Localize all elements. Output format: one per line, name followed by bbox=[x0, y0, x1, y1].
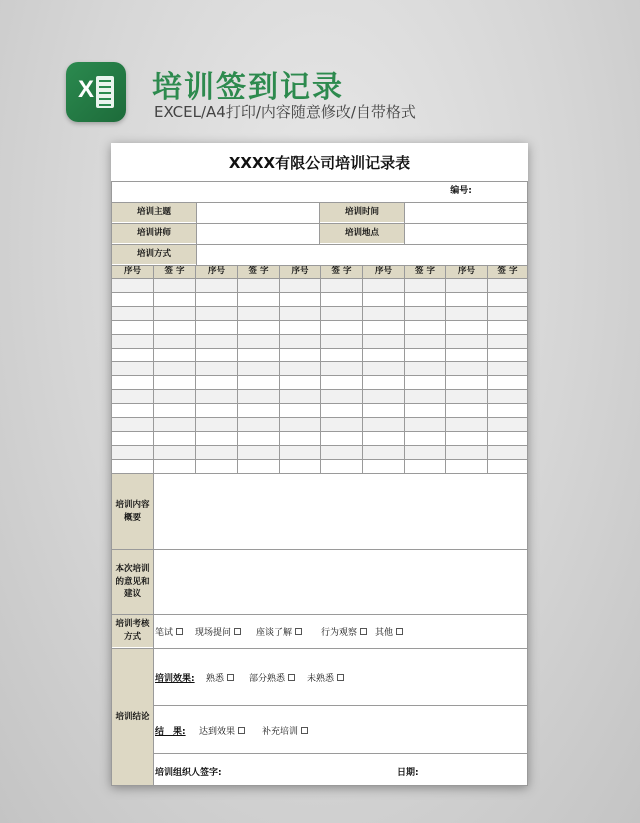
rule-line bbox=[279, 265, 280, 473]
rule-line bbox=[487, 265, 488, 473]
rule-line bbox=[195, 265, 196, 473]
page-subtitle: EXCEL/A4打印/内容随意修改/自带格式 bbox=[154, 103, 416, 121]
page-title: 培训签到记录 bbox=[152, 70, 344, 105]
rule-line bbox=[153, 473, 154, 785]
rule-line bbox=[111, 431, 528, 432]
result-option[interactable]: 补充培训 bbox=[262, 724, 308, 737]
checkbox-icon bbox=[238, 727, 245, 734]
rule-line bbox=[111, 785, 528, 786]
date-label: 日期: bbox=[397, 768, 419, 778]
seq-header: 序号 bbox=[446, 265, 487, 278]
result-label: 结 果: bbox=[155, 727, 186, 737]
method-label: 培训方式 bbox=[112, 244, 196, 264]
rule-line bbox=[111, 292, 528, 293]
excel-logo-icon bbox=[66, 62, 126, 122]
rule-line bbox=[111, 417, 528, 418]
rule-line bbox=[320, 265, 321, 473]
effect-option[interactable]: 未熟悉 bbox=[307, 671, 344, 684]
logo-letter: X bbox=[78, 76, 95, 103]
rule-line bbox=[111, 361, 528, 362]
rule-line bbox=[111, 614, 528, 615]
result-option[interactable]: 达到效果 bbox=[199, 724, 245, 737]
content-field[interactable] bbox=[154, 474, 527, 548]
opinion-field[interactable] bbox=[154, 550, 527, 613]
seq-header: 序号 bbox=[196, 265, 237, 278]
place-field[interactable] bbox=[405, 224, 527, 243]
time-label: 培训时间 bbox=[320, 202, 404, 222]
rule-line bbox=[196, 202, 197, 244]
sign-header: 签 字 bbox=[488, 265, 527, 278]
rule-line bbox=[111, 320, 528, 321]
checkbox-icon bbox=[396, 628, 403, 635]
lecturer-field[interactable] bbox=[197, 224, 319, 243]
checkbox-icon bbox=[295, 628, 302, 635]
lecturer-label: 培训讲师 bbox=[112, 223, 196, 243]
effect-option[interactable]: 熟悉 bbox=[206, 671, 234, 684]
rule-line bbox=[153, 753, 528, 754]
rule-line bbox=[237, 265, 238, 473]
assessment-option[interactable]: 座谈了解 bbox=[256, 625, 302, 638]
rule-line bbox=[196, 244, 197, 265]
conclusion-label: 培训结论 bbox=[112, 649, 153, 785]
form-sheet bbox=[111, 143, 528, 786]
checkbox-icon bbox=[288, 674, 295, 681]
rule-line bbox=[111, 648, 528, 649]
checkbox-icon bbox=[301, 727, 308, 734]
seq-header: 序号 bbox=[112, 265, 153, 278]
checkbox-icon bbox=[227, 674, 234, 681]
sign-header: 签 字 bbox=[238, 265, 279, 278]
topic-label: 培训主题 bbox=[112, 202, 196, 222]
sign-header: 签 字 bbox=[405, 265, 445, 278]
checkbox-icon bbox=[176, 628, 183, 635]
rule-line bbox=[153, 265, 154, 473]
checkbox-icon bbox=[360, 628, 367, 635]
rule-line bbox=[111, 389, 528, 390]
assessment-label: 培训考核方式 bbox=[112, 615, 153, 647]
rule-line bbox=[404, 202, 405, 244]
seq-header: 序号 bbox=[363, 265, 404, 278]
number-label: 编号: bbox=[450, 186, 472, 196]
rule-line bbox=[362, 265, 363, 473]
rule-line bbox=[111, 403, 528, 404]
time-field[interactable] bbox=[405, 203, 527, 222]
rule-line bbox=[111, 306, 528, 307]
form-title: XXXX有限公司培训记录表 bbox=[228, 153, 411, 172]
checkbox-icon bbox=[337, 674, 344, 681]
rule-line bbox=[111, 334, 528, 335]
assessment-option[interactable]: 行为观察 bbox=[321, 625, 367, 638]
rule-line bbox=[111, 549, 528, 550]
opinion-label: 本次培训的意见和建议 bbox=[112, 550, 153, 614]
assessment-option[interactable]: 现场提问 bbox=[195, 625, 241, 638]
rule-line bbox=[404, 265, 405, 473]
organizer-sign-label: 培训组织人签字: bbox=[155, 768, 222, 778]
sign-header: 签 字 bbox=[321, 265, 362, 278]
seq-header: 序号 bbox=[280, 265, 320, 278]
rule-line bbox=[153, 705, 528, 706]
rule-line bbox=[111, 375, 528, 376]
rule-line bbox=[111, 459, 528, 460]
sheet-icon bbox=[96, 76, 114, 108]
rule-line bbox=[111, 445, 528, 446]
rule-line bbox=[445, 265, 446, 473]
rule-line bbox=[111, 181, 528, 182]
rule-line bbox=[111, 473, 528, 474]
content-label: 培训内容概要 bbox=[112, 474, 153, 549]
assessment-option[interactable]: 笔试 bbox=[155, 625, 183, 638]
method-field[interactable] bbox=[197, 245, 527, 264]
rule-line bbox=[111, 181, 112, 785]
rule-line bbox=[111, 348, 528, 349]
effect-option[interactable]: 部分熟悉 bbox=[249, 671, 295, 684]
effect-label: 培训效果: bbox=[155, 674, 195, 684]
rule-line bbox=[319, 202, 320, 244]
place-label: 培训地点 bbox=[320, 223, 404, 243]
rule-line bbox=[527, 181, 528, 785]
sign-header: 签 字 bbox=[154, 265, 195, 278]
assessment-option[interactable]: 其他 bbox=[375, 625, 403, 638]
rule-line bbox=[111, 244, 528, 245]
checkbox-icon bbox=[234, 628, 241, 635]
topic-field[interactable] bbox=[197, 203, 319, 222]
